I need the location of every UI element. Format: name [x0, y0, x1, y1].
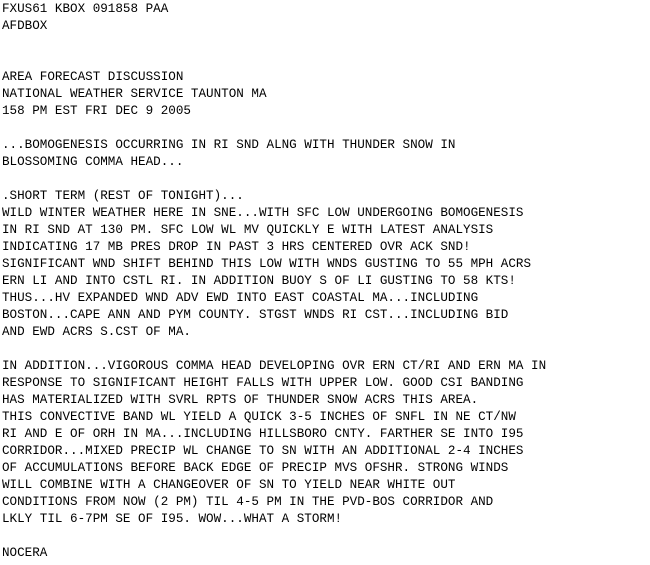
body-text-line: IN RI SND AT 130 PM. SFC LOW WL MV QUICKLY E WITH LATEST ANALYSIS: [2, 223, 494, 237]
document-title: AREA FORECAST DISCUSSION: [2, 70, 184, 84]
blank-line: [2, 120, 650, 137]
body-text-line: WILL COMBINE WITH A CHANGEOVER OF SN TO YIELD NEAR WHITE OUT: [2, 478, 456, 492]
issue-timestamp: 158 PM EST FRI DEC 9 2005: [2, 104, 191, 118]
headline-line: BLOSSOMING COMMA HEAD...: [2, 155, 184, 169]
body-text-line: THIS CONVECTIVE BAND WL YIELD A QUICK 3-5 INCHES OF SNFL IN NE CT/NW: [2, 410, 516, 424]
body-text-line: WILD WINTER WEATHER HERE IN SNE...WITH SFC LOW UNDERGOING BOMOGENESIS: [2, 206, 524, 220]
section-heading-short-term: .SHORT TERM (REST OF TONIGHT)...: [2, 189, 244, 203]
body-text-line: LKLY TIL 6-7PM SE OF I95. WOW...WHAT A STORM!: [2, 512, 343, 526]
blank-line: [2, 171, 650, 188]
body-text-line: RI AND E OF ORH IN MA...INCLUDING HILLSBORO CNTY. FARTHER SE INTO I95: [2, 427, 524, 441]
headline-line: ...BOMOGENESIS OCCURRING IN RI SND ALNG WITH THUNDER SNOW IN: [2, 138, 456, 152]
body-text-line: HAS MATERIALIZED WITH SVRL RPTS OF THUNDER SNOW ACRS THIS AREA.: [2, 393, 479, 407]
body-text-line: THUS...HV EXPANDED WND ADV EWD INTO EAST COASTAL MA...INCLUDING: [2, 291, 479, 305]
blank-line: [2, 528, 650, 545]
body-text-line: BOSTON...CAPE ANN AND PYM COUNTY. STGST WNDS RI CST...INCLUDING BID: [2, 308, 509, 322]
body-text-line: AND EWD ACRS S.CST OF MA.: [2, 325, 191, 339]
blank-line: [2, 35, 650, 52]
issuing-office: NATIONAL WEATHER SERVICE TAUNTON MA: [2, 87, 267, 101]
body-text-line: CONDITIONS FROM NOW (2 PM) TIL 4-5 PM IN THE PVD-BOS CORRIDOR AND: [2, 495, 494, 509]
body-text-line: INDICATING 17 MB PRES DROP IN PAST 3 HRS CENTERED OVR ACK SND!: [2, 240, 471, 254]
blank-line: [2, 52, 650, 69]
body-text-line: IN ADDITION...VIGOROUS COMMA HEAD DEVELOPING OVR ERN CT/RI AND ERN MA IN: [2, 359, 547, 373]
blank-line: [2, 341, 650, 358]
body-text-line: SIGNIFICANT WND SHIFT BEHIND THIS LOW WITH WNDS GUSTING TO 55 MPH ACRS: [2, 257, 532, 271]
product-header-line: FXUS61 KBOX 091858 PAA: [2, 2, 169, 16]
product-id-line: AFDBOX: [2, 19, 48, 33]
body-text-line: RESPONSE TO SIGNIFICANT HEIGHT FALLS WITH UPPER LOW. GOOD CSI BANDING: [2, 376, 524, 390]
body-text-line: CORRIDOR...MIXED PRECIP WL CHANGE TO SN WITH AN ADDITIONAL 2-4 INCHES: [2, 444, 524, 458]
body-text-line: OF ACCUMULATIONS BEFORE BACK EDGE OF PRECIP MVS OFSHR. STRONG WINDS: [2, 461, 509, 475]
forecaster-signature: NOCERA: [2, 546, 48, 560]
body-text-line: ERN LI AND INTO CSTL RI. IN ADDITION BUOY S OF LI GUSTING TO 58 KTS!: [2, 274, 516, 288]
